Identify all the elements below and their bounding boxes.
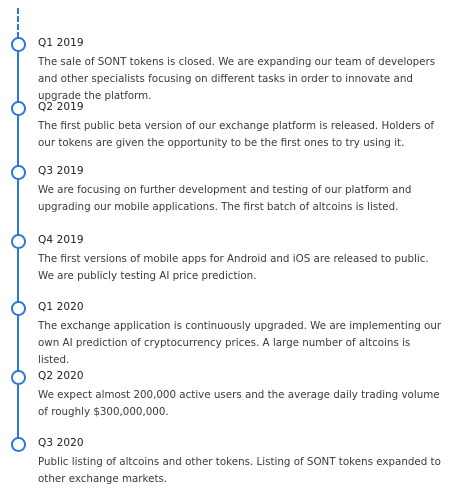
- entry-description: The sale of SONT tokens is closed. We are expanding our team of developers and other specialists focusing on different tasks in order to innovate and upgrade the platform.: [38, 56, 436, 102]
- timeline-circle-icon: [11, 301, 26, 316]
- entry-quarter: Q3 2020: [38, 437, 84, 449]
- entry-quarter: Q2 2019: [38, 101, 84, 113]
- timeline-circle-icon: [11, 234, 26, 249]
- timeline-circle-icon: [11, 437, 26, 452]
- entry-description: The first versions of mobile apps for Android and iOS are released to public. We are publicly testing AI price prediction.: [38, 253, 429, 282]
- entry-quarter: Q4 2019: [38, 234, 84, 246]
- entry-quarter: Q1 2020: [38, 301, 84, 313]
- timeline-circle-icon: [11, 101, 26, 116]
- entry-description: We expect almost 200,000 active users and the average daily trading volume of roughly $300,000,000.: [38, 389, 440, 418]
- entry-description: We are focusing on further development and testing of our platform and upgrading our mobile applications. The first batch of altcoins is listed.: [38, 184, 412, 213]
- entry-quarter: Q2 2020: [38, 370, 84, 382]
- timeline-circle-icon: [11, 37, 26, 52]
- timeline-circle-icon: [11, 165, 26, 180]
- entry-quarter: Q3 2019: [38, 165, 84, 177]
- timeline-dashed-start: [17, 8, 19, 38]
- entry-quarter: Q1 2019: [38, 37, 84, 49]
- timeline-circle-icon: [11, 370, 26, 385]
- entry-description: The first public beta version of our exchange platform is released. Holders of our tokens are given the opportunity to be the first ones to try using it.: [38, 120, 435, 149]
- entry-description: The exchange application is continuously upgraded. We are implementing our own AI prediction of cryptocurrency prices. A large number of altcoins is listed.: [38, 320, 442, 366]
- entry-description: Public listing of altcoins and other tokens. Listing of SONT tokens expanded to other exchange markets.: [38, 456, 441, 485]
